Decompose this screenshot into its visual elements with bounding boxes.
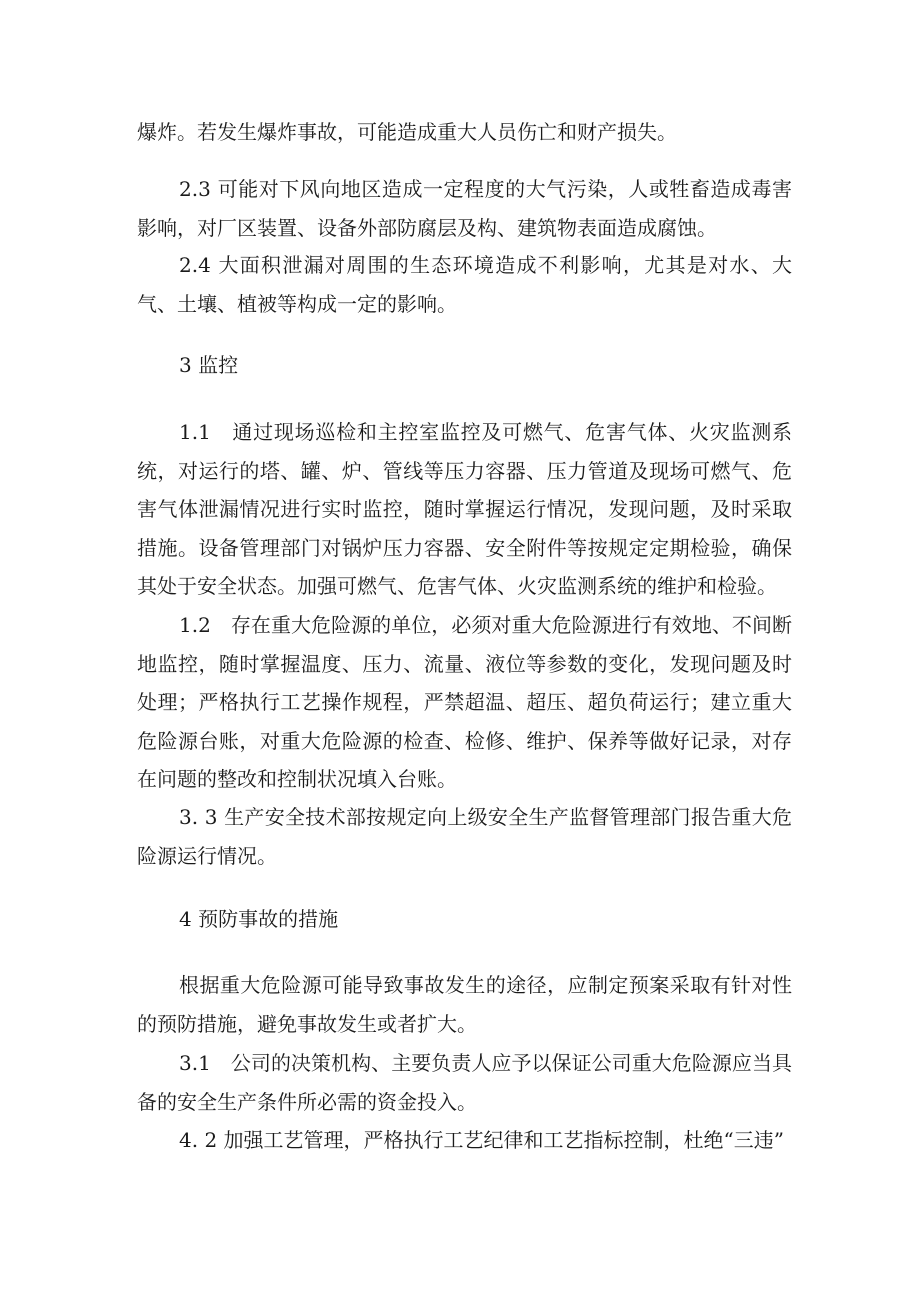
paragraph-intro-prevention: 根据重大危险源可能导致事故发生的途径，应制定预案采取有针对性的预防措施，避免事故发生或者扩大。	[137, 973, 792, 1036]
paragraph-2-3: 2.3 可能对下风向地区造成一定程度的大气污染，人或牲畜造成毒害影响，对厂区装置、设备外部防腐层及构、建筑物表面造成腐蚀。	[137, 177, 792, 240]
section-heading-4: 4 预防事故的措施	[179, 907, 339, 931]
paragraph-4-2: 4. 2 加强工艺管理，严格执行工艺纪律和工艺指标控制，杜绝“三违”	[179, 1128, 784, 1152]
paragraph-2-4: 2.4 大面积泄漏对周围的生态环境造成不利影响，尤其是对水、大气、土壤、植被等构成一定的影响。	[137, 253, 792, 316]
paragraph-1-1: 1.1 通过现场巡检和主控室监控及可燃气、危害气体、火灾监测系统，对运行的塔、罐、炉、管线等压力容器、压力管道及现场可燃气、危害气体泄漏情况进行实时监控，随时掌握运行情况，发现问题，及时采取措施。设备管理部门对锅炉压力容器、安全附件等按规定定期检验，确保其处于安全状态。加强可燃气、危害气体、火灾监测系统的维护和检验。	[137, 420, 792, 598]
paragraph-explosion-consequence: 爆炸。若发生爆炸事故，可能造成重大人员伤亡和财产损失。	[137, 120, 677, 144]
paragraph-1-2: 1.2 存在重大危险源的单位，必须对重大危险源进行有效地、不间断地监控，随时掌握温度、压力、流量、液位等参数的变化，发现问题及时处理；严格执行工艺操作规程，严禁超温、超压、超负荷运行；建立重大危险源台账，对重大危险源的检查、检修、维护、保养等做好记录，对存在问题的整改和控制状况填入台账。	[137, 613, 792, 791]
section-heading-3: 3 监控	[179, 353, 239, 377]
paragraph-3-1: 3.1 公司的决策机构、主要负责人应予以保证公司重大危险源应当具备的安全生产条件所必需的资金投入。	[137, 1051, 792, 1114]
paragraph-3-3: 3. 3 生产安全技术部按规定向上级安全生产监督管理部门报告重大危险源运行情况。	[137, 805, 792, 868]
